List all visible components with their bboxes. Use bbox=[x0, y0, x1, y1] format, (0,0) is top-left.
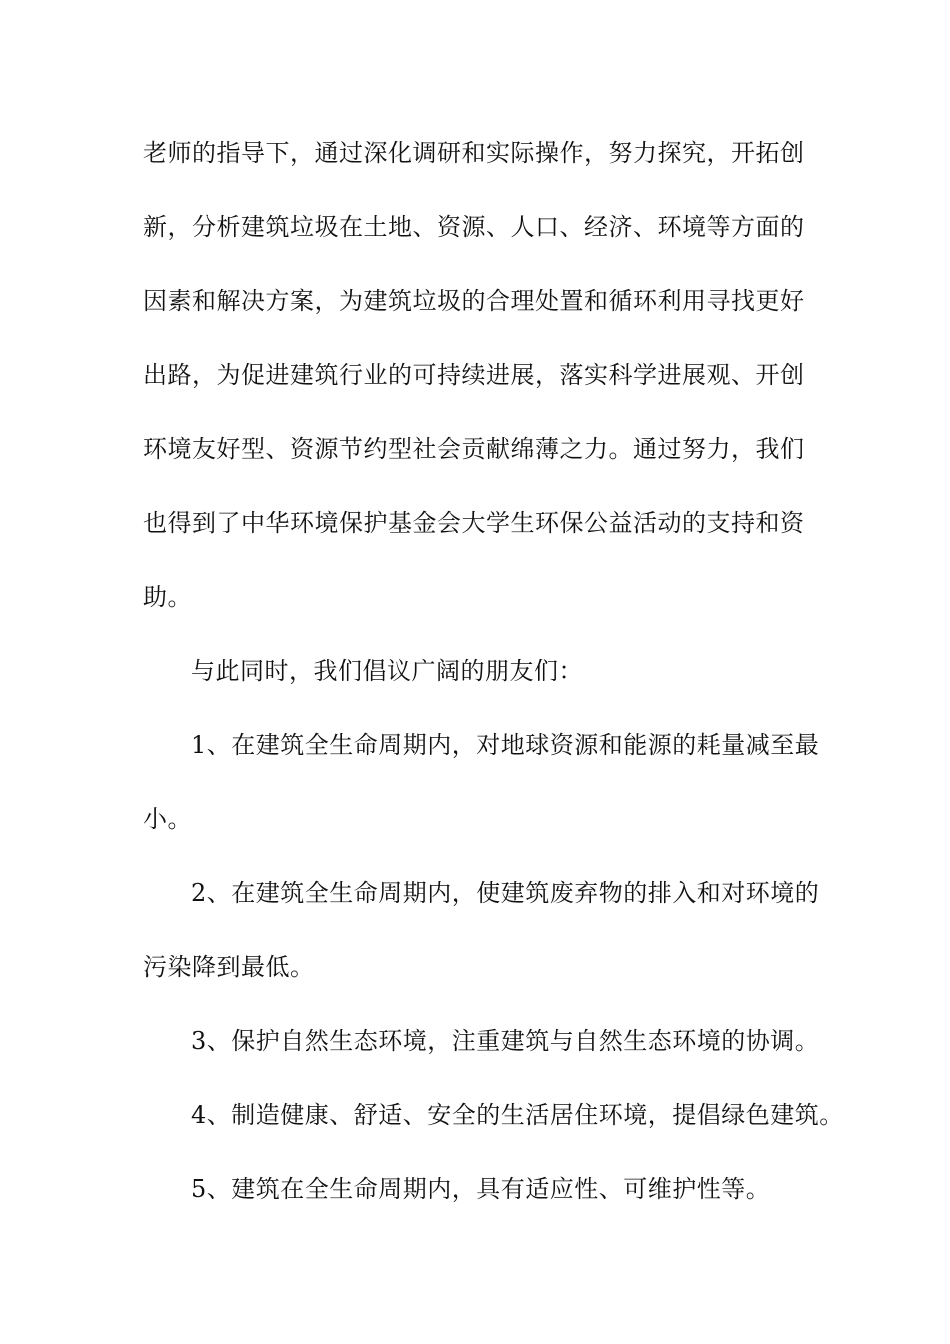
body-text-line: 也得到了中华环境保护基金会大学生环保公益活动的支持和资 bbox=[143, 509, 805, 537]
list-item-1: 1、在建筑全生命周期内，对地球资源和能源的耗量减至最 bbox=[191, 731, 820, 759]
paragraph-intro: 与此同时，我们倡议广阔的朋友们： bbox=[191, 657, 583, 685]
body-text-line: 老师的指导下，通过深化调研和实际操作，努力探究，开拓创 bbox=[143, 139, 805, 167]
list-item-5: 5、建筑在全生命周期内，具有适应性、可维护性等。 bbox=[191, 1175, 771, 1203]
body-text-line: 助。 bbox=[143, 583, 192, 611]
body-text-line: 出路，为促进建筑行业的可持续进展，落实科学进展观、开创 bbox=[143, 361, 805, 389]
list-item-4: 4、制造健康、舒适、安全的生活居住环境，提倡绿色建筑。 bbox=[191, 1101, 844, 1129]
list-item-2-continued: 污染降到最低。 bbox=[143, 953, 315, 981]
list-item-1-continued: 小。 bbox=[143, 805, 192, 833]
body-text-line: 新，分析建筑垃圾在土地、资源、人口、经济、环境等方面的 bbox=[143, 213, 805, 241]
body-text-line: 因素和解决方案，为建筑垃圾的合理处置和循环利用寻找更好 bbox=[143, 287, 805, 315]
list-item-2: 2、在建筑全生命周期内，使建筑废弃物的排入和对环境的 bbox=[191, 879, 820, 907]
list-item-3: 3、保护自然生态环境，注重建筑与自然生态环境的协调。 bbox=[191, 1027, 820, 1055]
body-text-line: 环境友好型、资源节约型社会贡献绵薄之力。通过努力，我们 bbox=[143, 435, 805, 463]
